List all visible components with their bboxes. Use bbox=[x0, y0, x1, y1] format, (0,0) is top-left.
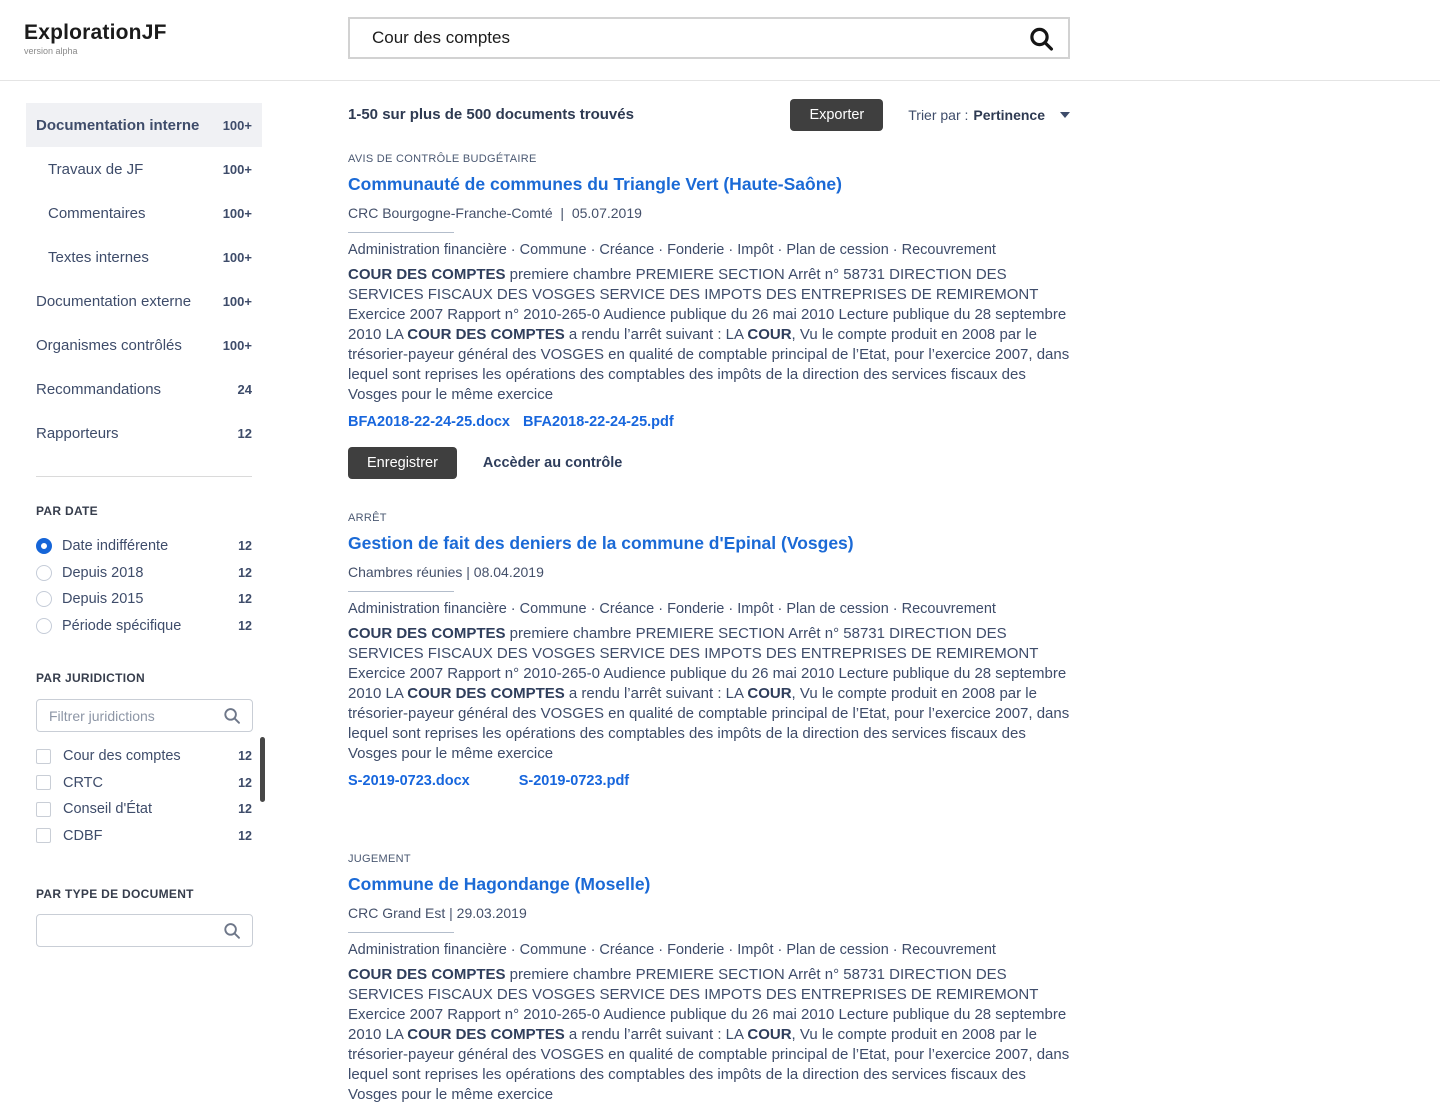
date-option-label: Depuis 2015 bbox=[62, 591, 144, 608]
snippet-text: COUR DES COMPTES bbox=[407, 685, 565, 702]
results-list bbox=[348, 153, 1070, 1105]
result-category-label: AVIS DE CONTRÔLE BUDGÉTAIRE bbox=[348, 153, 537, 165]
juridiction-filter-input[interactable] bbox=[36, 699, 253, 732]
juridiction-option-label: CDBF bbox=[63, 827, 103, 844]
result-snippet bbox=[348, 965, 1070, 1105]
date-option-date-indifferente[interactable] bbox=[26, 533, 262, 560]
radio-button-icon[interactable] bbox=[36, 538, 52, 554]
file-link-s-2019-0723-pdf[interactable]: S-2019-0723.pdf bbox=[518, 773, 630, 789]
snippet-text: premiere chambre PREMIERE SECTION Arrêt n° 58731 DIRECTION DES SERVICES FISCAUX DES VOSGES SERVICE DES IMPOTS DES ENTREPRISES DE REMIREMONT Exercice 2007 Rapport n° 2010-265-0 Audience publique du 26 mai 2010 Lecture publique du 28 septembre 2010 LA bbox=[348, 625, 1067, 702]
sidebar-item-count: 100+ bbox=[222, 293, 252, 309]
action-button-enregistrer[interactable]: Enregistrer bbox=[348, 447, 457, 479]
sidebar-item-label: Textes internes bbox=[48, 248, 149, 266]
doctype-filter-input[interactable] bbox=[36, 914, 253, 947]
filter-search-icon bbox=[222, 921, 242, 946]
juridiction-scrollbar-thumb[interactable] bbox=[260, 737, 265, 802]
export-button[interactable]: Exporter bbox=[790, 99, 883, 131]
result-category-label: ARRÊT bbox=[348, 512, 387, 524]
juridiction-option-label: Cour des comptes bbox=[63, 748, 181, 765]
result-file-links bbox=[348, 773, 1070, 789]
result-title-link[interactable]: Commune de Hagondange (Moselle) bbox=[348, 874, 651, 894]
result-title-link[interactable]: Gestion de fait des deniers de la commune d'Epinal (Vosges) bbox=[348, 533, 854, 553]
date-facet-options bbox=[26, 533, 262, 639]
snippet-text: COUR DES COMPTES bbox=[348, 625, 506, 642]
sidebar-item-rapporteurs[interactable] bbox=[26, 411, 262, 455]
sidebar-item-count: 24 bbox=[237, 381, 252, 397]
date-option-count: 12 bbox=[238, 592, 252, 607]
result-meta: CRC Grand Est | 29.03.2019 bbox=[348, 905, 527, 921]
sidebar-item-count: 100+ bbox=[222, 161, 252, 177]
sidebar-item-documentation-interne[interactable] bbox=[26, 103, 262, 147]
juridiction-filter-wrap bbox=[36, 699, 252, 732]
checkbox-icon[interactable] bbox=[36, 802, 51, 817]
sidebar-item-label: Organismes contrôlés bbox=[36, 336, 182, 354]
top-header bbox=[0, 0, 1440, 81]
checkbox-icon[interactable] bbox=[36, 828, 51, 843]
sidebar-divider bbox=[36, 476, 252, 477]
sidebar-item-count: 12 bbox=[237, 425, 252, 441]
sidebar-item-label: Documentation externe bbox=[36, 292, 192, 310]
juridiction-option-crtc[interactable] bbox=[26, 770, 262, 797]
sort-label: Trier par : bbox=[908, 106, 969, 123]
sidebar-item-count: 100+ bbox=[222, 117, 252, 133]
app-title: ExplorationJF bbox=[24, 21, 167, 44]
result-title-link[interactable]: Communauté de communes du Triangle Vert (Haute-Saône) bbox=[348, 174, 842, 194]
sidebar-item-recommandations[interactable] bbox=[26, 367, 262, 411]
radio-button-icon[interactable] bbox=[36, 565, 52, 581]
date-option-count: 12 bbox=[238, 618, 252, 633]
result-divider bbox=[348, 932, 454, 933]
result-file-links bbox=[348, 414, 1070, 430]
snippet-text: , Vu le compte produit en 2008 par le trésorier-payeur général des VOSGES en qualité de comptable principal de l’Etat, pour l’exercice 2007, dans lequel sont reprises les opérations des comptables des impôts de la direction des services fiscaux des Vosges pour le même exercice bbox=[348, 1026, 1070, 1103]
snippet-text: COUR bbox=[747, 326, 792, 343]
snippet-text: , Vu le compte produit en 2008 par le trésorier-payeur général des VOSGES en qualité de comptable principal de l’Etat, pour l’exercice 2007, dans lequel sont reprises les opérations des comptables des impôts de la direction des services fiscaux des Vosges pour le même exercice bbox=[348, 685, 1070, 762]
juridiction-option-count: 12 bbox=[238, 775, 252, 790]
date-option-count: 12 bbox=[238, 539, 252, 554]
result-meta: CRC Bourgogne-Franche-Comté | 05.07.2019 bbox=[348, 205, 642, 221]
result-card bbox=[348, 153, 1070, 479]
result-meta: Chambres réunies | 08.04.2019 bbox=[348, 564, 544, 580]
juridiction-option-cdbf[interactable] bbox=[26, 823, 262, 850]
search-bar bbox=[348, 17, 1070, 59]
result-divider bbox=[348, 232, 454, 233]
checkbox-icon[interactable] bbox=[36, 775, 51, 790]
date-option-depuis-2018[interactable] bbox=[26, 560, 262, 587]
snippet-text: a rendu l’arrêt suivant : LA bbox=[564, 326, 748, 343]
snippet-text: COUR DES COMPTES bbox=[407, 326, 565, 343]
file-link-bfa2018-22-24-25-pdf[interactable]: BFA2018-22-24-25.pdf bbox=[523, 414, 674, 430]
date-option-depuis-2015[interactable] bbox=[26, 586, 262, 613]
juridiction-option-count: 12 bbox=[238, 828, 252, 843]
snippet-text: premiere chambre PREMIERE SECTION Arrêt n° 58731 DIRECTION DES SERVICES FISCAUX DES VOSGES SERVICE DES IMPOTS DES ENTREPRISES DE REMIREMONT Exercice 2007 Rapport n° 2010-265-0 Audience publique du 26 mai 2010 Lecture publique du 28 septembre 2010 LA bbox=[348, 266, 1067, 343]
juridiction-option-count: 12 bbox=[238, 802, 252, 817]
result-snippet bbox=[348, 265, 1070, 405]
radio-button-icon[interactable] bbox=[36, 591, 52, 607]
app-version-label: version alpha bbox=[24, 46, 78, 56]
checkbox-icon[interactable] bbox=[36, 749, 51, 764]
result-snippet bbox=[348, 624, 1070, 764]
date-option-label: Depuis 2018 bbox=[62, 564, 144, 581]
search-icon[interactable] bbox=[1027, 25, 1056, 59]
sidebar-item-label: Documentation interne bbox=[36, 116, 200, 134]
juridiction-option-count: 12 bbox=[238, 749, 252, 764]
results-count-summary: 1-50 sur plus de 500 documents trouvés bbox=[348, 106, 634, 123]
snippet-text: COUR DES COMPTES bbox=[407, 1026, 565, 1043]
snippet-text: COUR DES COMPTES bbox=[348, 966, 506, 983]
snippet-text: COUR bbox=[747, 685, 792, 702]
snippet-text: a rendu l’arrêt suivant : LA bbox=[564, 685, 748, 702]
doctype-filter-wrap bbox=[36, 914, 252, 947]
juridiction-facet-options bbox=[26, 743, 262, 849]
result-actions bbox=[348, 447, 1070, 479]
facet-heading-date: PAR DATE bbox=[36, 504, 98, 518]
sidebar-item-label: Commentaires bbox=[48, 204, 146, 222]
date-option-label: Période spécifique bbox=[62, 617, 182, 634]
sidebar-item-label: Recommandations bbox=[36, 380, 162, 398]
sidebar-item-documentation-externe[interactable] bbox=[26, 279, 262, 323]
chevron-down-icon bbox=[1060, 112, 1070, 118]
radio-button-icon[interactable] bbox=[36, 618, 52, 634]
snippet-text: COUR bbox=[747, 1026, 792, 1043]
date-option-label: Date indifférente bbox=[62, 538, 169, 555]
sidebar-item-travaux-de-jf[interactable] bbox=[26, 147, 262, 191]
snippet-text: , Vu le compte produit en 2008 par le trésorier-payeur général des VOSGES en qualité de comptable principal de l’Etat, pour l’exercice 2007, dans lequel sont reprises les opérations des comptables des impôts de la direction des services fiscaux des Vosges pour le même exercice bbox=[348, 326, 1070, 403]
sidebar-item-organismes-controles[interactable] bbox=[26, 323, 262, 367]
juridiction-option-cour-des-comptes[interactable] bbox=[26, 743, 262, 770]
sidebar-item-count: 100+ bbox=[222, 249, 252, 265]
result-card bbox=[348, 512, 1070, 789]
sort-selected-value: Pertinence bbox=[973, 106, 1045, 123]
date-option-periode-specifique[interactable] bbox=[26, 613, 262, 640]
sidebar-item-label: Rapporteurs bbox=[36, 424, 119, 442]
sidebar-item-count: 100+ bbox=[222, 205, 252, 221]
sidebar-item-label: Travaux de JF bbox=[48, 160, 144, 178]
category-facet-list bbox=[26, 103, 262, 455]
snippet-text: COUR DES COMPTES bbox=[348, 266, 506, 283]
result-tags: Administration financière · Commune · Créance · Fonderie · Impôt · Plan de cession · Recouvrement bbox=[348, 942, 996, 958]
filter-search-icon bbox=[222, 706, 242, 731]
action-button-acceder-au-controle[interactable]: Accèder au contrôle bbox=[483, 447, 622, 479]
sidebar-item-textes-internes[interactable] bbox=[26, 235, 262, 279]
file-link-bfa2018-22-24-25-docx[interactable]: BFA2018-22-24-25.docx bbox=[348, 414, 510, 430]
result-card bbox=[348, 853, 1070, 1105]
juridiction-option-label: CRTC bbox=[63, 774, 104, 791]
facet-heading-doctype: PAR TYPE DE DOCUMENT bbox=[36, 887, 194, 901]
juridiction-option-conseil-d-etat[interactable] bbox=[26, 796, 262, 823]
date-option-count: 12 bbox=[238, 565, 252, 580]
result-tags: Administration financière · Commune · Créance · Fonderie · Impôt · Plan de cession · Recouvrement bbox=[348, 242, 996, 258]
filters-sidebar bbox=[26, 103, 262, 947]
snippet-text: premiere chambre PREMIERE SECTION Arrêt n° 58731 DIRECTION DES SERVICES FISCAUX DES VOSGES SERVICE DES IMPOTS DES ENTREPRISES DE REMIREMONT Exercice 2007 Rapport n° 2010-265-0 Audience publique du 26 mai 2010 Lecture publique du 28 septembre 2010 LA bbox=[348, 966, 1067, 1043]
app-logo bbox=[24, 21, 167, 56]
results-toolbar bbox=[348, 100, 1070, 129]
snippet-text: a rendu l’arrêt suivant : LA bbox=[564, 1026, 748, 1043]
sidebar-item-count: 100+ bbox=[222, 337, 252, 353]
result-divider bbox=[348, 591, 454, 592]
file-link-s-2019-0723-docx[interactable]: S-2019-0723.docx bbox=[348, 773, 470, 789]
result-category-label: JUGEMENT bbox=[348, 853, 411, 865]
result-tags: Administration financière · Commune · Créance · Fonderie · Impôt · Plan de cession · Recouvrement bbox=[348, 601, 996, 617]
facet-heading-juridiction: PAR JURIDICTION bbox=[36, 671, 145, 685]
juridiction-option-label: Conseil d'État bbox=[63, 801, 153, 818]
sidebar-item-commentaires[interactable] bbox=[26, 191, 262, 235]
sort-dropdown[interactable] bbox=[908, 107, 1070, 123]
results-panel bbox=[348, 100, 1070, 1105]
search-input[interactable] bbox=[350, 19, 1068, 57]
